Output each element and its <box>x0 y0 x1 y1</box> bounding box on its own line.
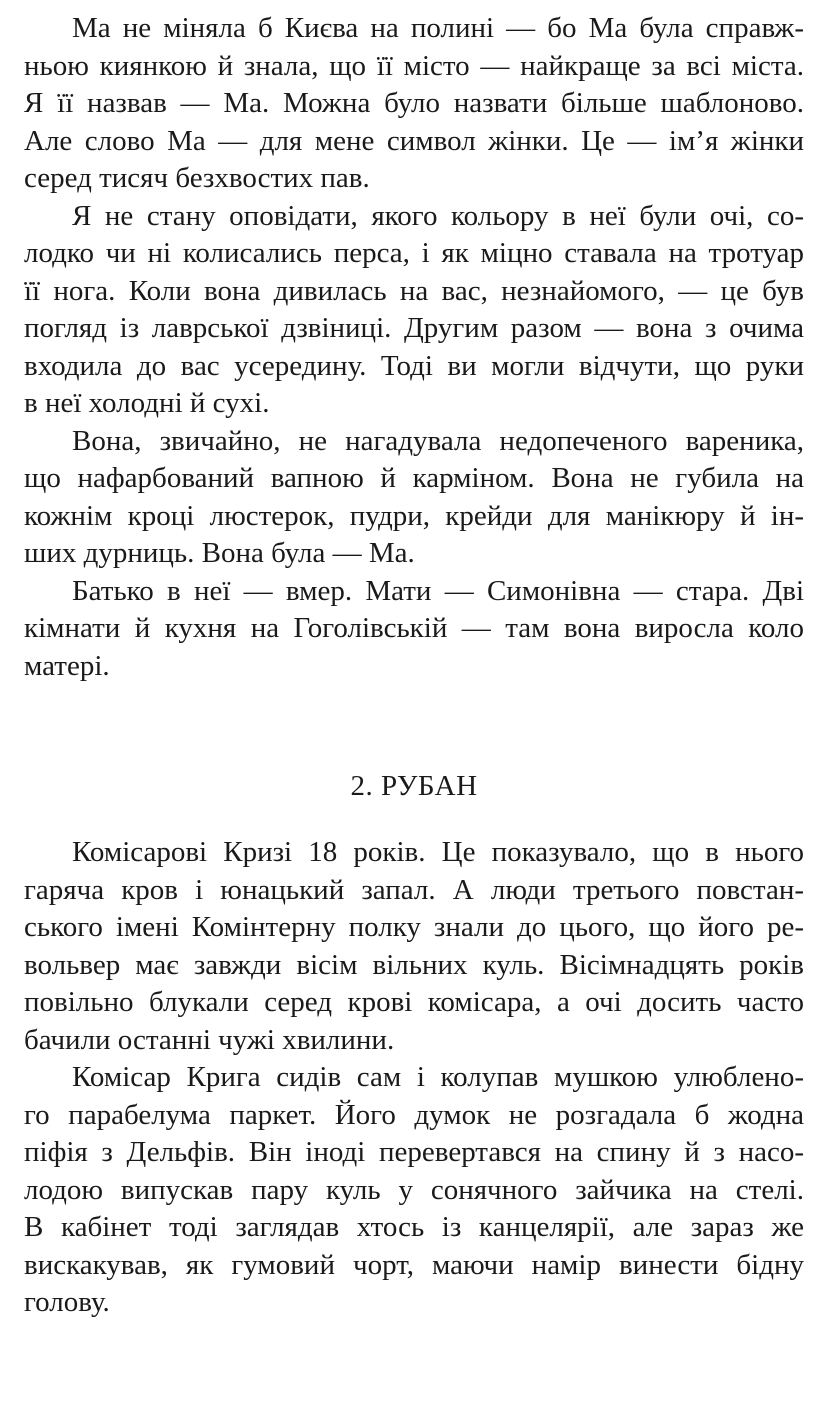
text-line: Але слово Ма — для мене символ жінки. Це — ім’я жінки <box>24 124 804 157</box>
text-line: вискакував, як гумовий чорт, маючи намір винести бідну <box>24 1248 804 1281</box>
text-line: вольвер має завжди вісім вільних куль. Вісімнадцять років <box>24 948 804 981</box>
text-line: кожнім кроці люстерок, пудри, крейди для манікюру й ін- <box>24 499 804 532</box>
text-line: ших дурниць. Вона була — Ма. <box>24 537 415 569</box>
text-line: Комісар Крига сидів сам і колупав мушкою улюблено- <box>72 1061 804 1093</box>
paragraph <box>24 423 804 573</box>
paragraph <box>24 573 804 686</box>
paragraph <box>24 10 804 198</box>
text-line: входила до вас усередину. Тоді ви могли відчути, що руки <box>24 349 804 382</box>
text-line: голову. <box>24 1286 110 1318</box>
text-line: бачили останні чужі хвилини. <box>24 1023 395 1056</box>
paragraph <box>24 198 804 423</box>
text-line: серед тисяч безхвостих пав. <box>24 162 370 194</box>
text-line: го парабелума паркет. Його думок не розгадала б жодна <box>24 1098 804 1131</box>
paragraph <box>24 1059 804 1322</box>
text-line: гаряча кров і юнацький запал. А люди третього повстан- <box>24 873 804 906</box>
text-line: погляд із лаврської дзвіниці. Другим разом — вона з очима <box>24 312 804 344</box>
text-line: повільно блукали серед крові комісара, а очі досить часто <box>24 986 804 1018</box>
section-2-text <box>24 834 804 1322</box>
text-line: Комісарові Кризі 18 років. Це показувало, що в нього <box>72 836 804 868</box>
chapter-heading: 2. РУБАН <box>350 770 478 802</box>
section-1-text <box>24 10 804 685</box>
text-line: матері. <box>24 649 110 682</box>
text-line: в неї холодні й сухі. <box>24 387 270 419</box>
text-line: Я не стану оповідати, якого кольору в неї були очі, со- <box>72 199 804 232</box>
text-line: Ма не міняла б Києва на полині — бо Ма була справж- <box>72 12 804 44</box>
text-line: Батько в неї — вмер. Мати — Симонівна — стара. Дві <box>72 574 804 607</box>
text-line: лодою випускав пару куль у сонячного зайчика на стелі. <box>24 1173 804 1206</box>
text-line: її нога. Коли вона дивилась на вас, незнайомого, — це був <box>24 274 804 307</box>
text-line: лодко чи ні колисались перса, і як міцно ставала на тротуар <box>24 237 804 269</box>
text-line: ньою киянкою й знала, що її місто — найкраще за всі міста. <box>24 49 804 82</box>
text-line: кімнати й кухня на Гоголівській — там вона виросла коло <box>24 612 804 644</box>
text-line: В кабінет тоді заглядав хтось із канцелярії, але зараз же <box>24 1211 804 1243</box>
text-line: ського імені Комінтерну полку знали до цього, що його ре- <box>24 911 804 943</box>
text-line: що нафарбований вапною й карміном. Вона не губила на <box>24 462 804 494</box>
text-line: піфія з Дельфів. Він іноді перевертався на спину й з насо- <box>24 1136 804 1168</box>
paragraph <box>24 834 804 1059</box>
text-line: Вона, звичайно, не нагадувала недопеченого вареника, <box>72 424 804 457</box>
text-line: Я її назвав — Ма. Можна було назвати більше шаблоново. <box>24 87 804 119</box>
